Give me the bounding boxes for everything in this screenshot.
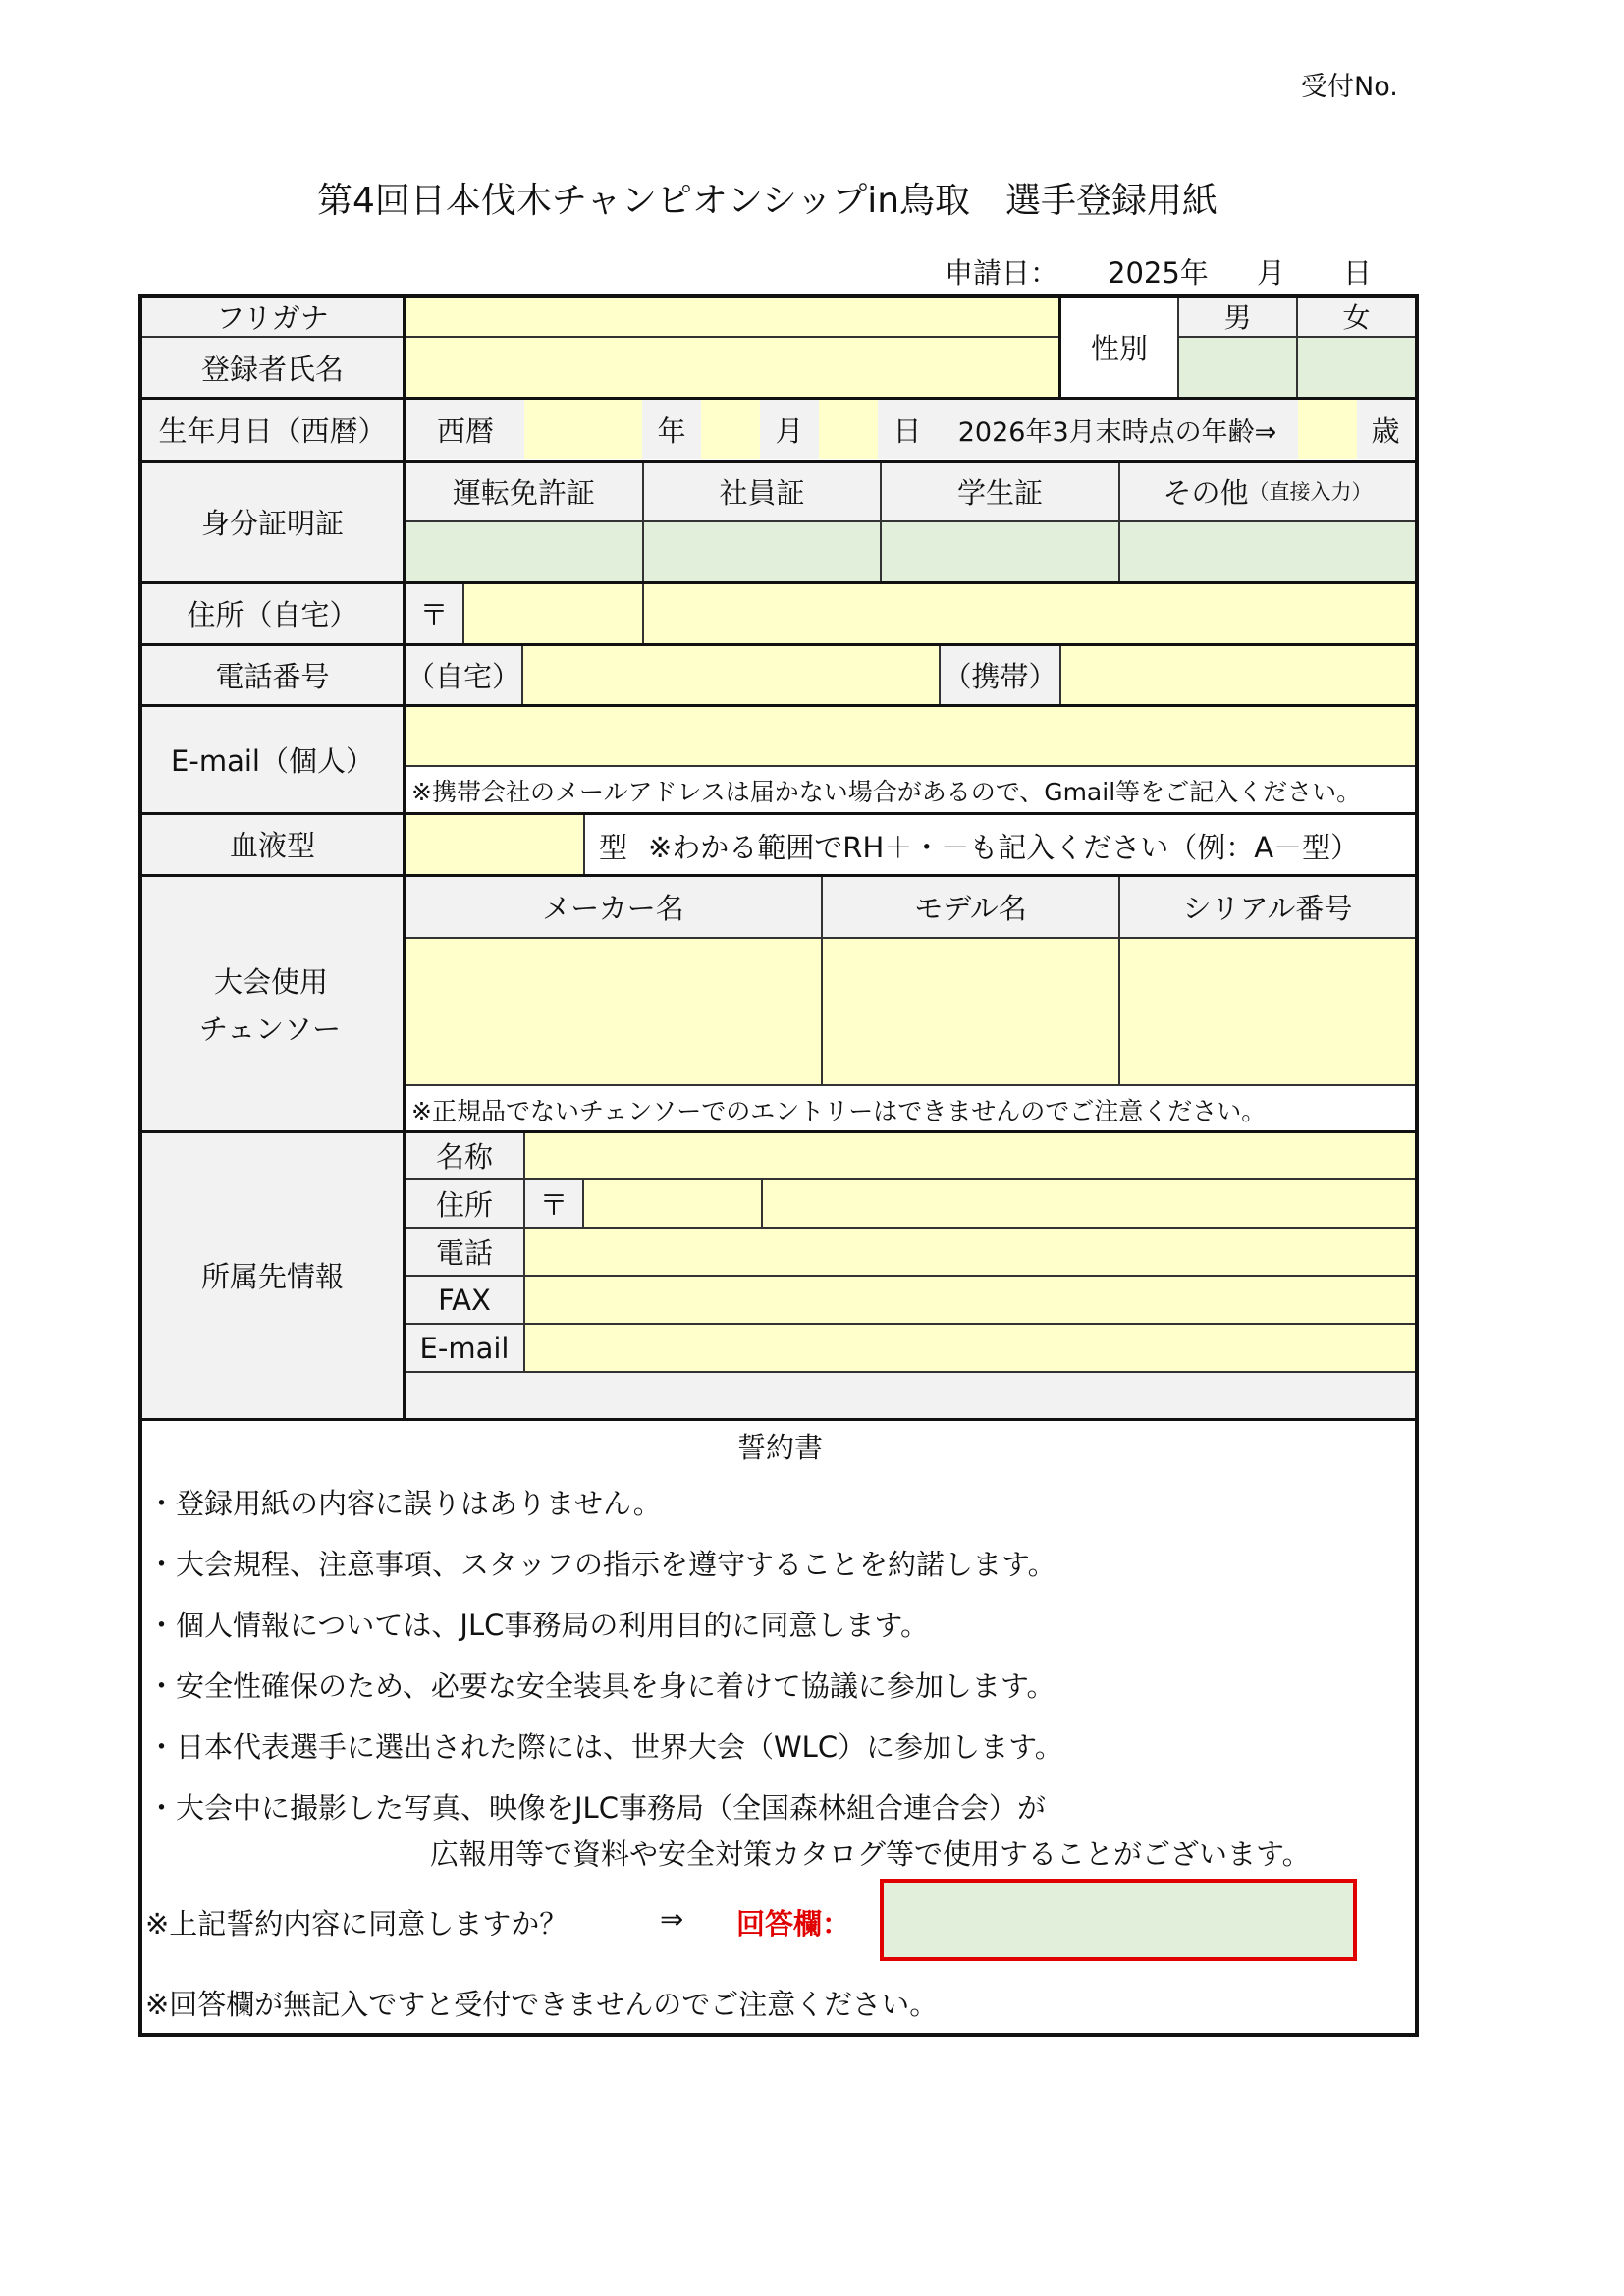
pledge-item: ・日本代表選手に選出された際には、世界大会（WLC）に参加します。 (147, 1730, 1063, 1764)
apply-date-label: 申請日： (945, 256, 1059, 290)
phone-mobile-label: （携帯） (940, 644, 1060, 705)
row-divider (138, 643, 1419, 646)
age-input[interactable] (1298, 400, 1357, 459)
receipt-no-label: 受付No. (1301, 72, 1398, 102)
affiliation-postal-input[interactable] (583, 1179, 762, 1228)
row-divider (138, 704, 1419, 707)
affiliation-address-input[interactable] (762, 1179, 1416, 1228)
chainsaw-model-header: モデル名 (822, 875, 1119, 938)
birth-year-input[interactable] (524, 400, 642, 459)
row-divider (138, 1130, 1419, 1133)
affiliation-email-label: E-mail (405, 1324, 524, 1372)
chainsaw-maker-header: メーカー名 (405, 875, 822, 938)
gender-label: 性別 (1060, 296, 1178, 398)
email-note: ※携帯会社のメールアドレスは届かない場合があるので、Gmail等をご記入ください。 (405, 766, 1416, 813)
apply-date-year: 2025年 (1108, 256, 1209, 290)
answer-input[interactable] (880, 1879, 1357, 1961)
id-proof-label: 身分証明証 (140, 461, 405, 582)
pledge-title: 誓約書 (737, 1431, 824, 1464)
affiliation-phone-label: 電話 (405, 1228, 524, 1276)
blood-note-cell (584, 813, 1416, 875)
pledge-divider (138, 1418, 1419, 1421)
id-option-employee: 社員証 (643, 461, 881, 521)
pledge-item: ・個人情報については、JLC事務局の利用目的に同意します。 (147, 1609, 930, 1642)
name-input[interactable] (405, 337, 1060, 398)
affiliation-name-input[interactable] (524, 1131, 1416, 1179)
affiliation-name-label: 名称 (405, 1131, 524, 1179)
pledge-item: ・大会規程、注意事項、スタッフの指示を遵守することを約諾します。 (147, 1548, 1056, 1581)
id-license-checkbox[interactable] (405, 521, 643, 582)
row-divider (138, 812, 1419, 815)
birth-month-unit: 月 (760, 400, 819, 459)
id-option-license: 運転免許証 (405, 461, 643, 521)
arrow-icon: ⇒ (660, 1902, 684, 1936)
affiliation-fax-input[interactable] (524, 1276, 1416, 1324)
birth-month-input[interactable] (701, 400, 760, 459)
affiliation-postal-mark: 〒 (524, 1179, 583, 1228)
pledge-item: ・登録用紙の内容に誤りはありません。 (147, 1487, 662, 1520)
postal-mark: 〒 (405, 582, 463, 644)
age-unit: 歳 (1357, 400, 1414, 459)
outer-border-bottom (138, 2033, 1419, 2037)
pledge-item: ・安全性確保のため、必要な安全装具を身に着けて協議に参加します。 (147, 1669, 1056, 1703)
phone-home-label: （自宅） (405, 644, 522, 705)
affiliation-address-label: 住所 (405, 1179, 524, 1228)
apply-date-day: 日 (1343, 256, 1373, 290)
outer-border-left (138, 294, 142, 2037)
birth-day-input[interactable] (819, 400, 878, 459)
email-input[interactable] (405, 705, 1416, 766)
gender-divider (1058, 294, 1061, 399)
pledge-continuation: 広報用等で資料や安全対策カタログ等で使用することがございます。 (430, 1837, 1311, 1871)
seireki-label: 西暦 (406, 400, 524, 459)
chainsaw-label: 大会使用 チェンソー (140, 875, 405, 1131)
birth-year-unit: 年 (642, 400, 701, 459)
id-student-checkbox[interactable] (881, 521, 1119, 582)
id-employee-checkbox[interactable] (643, 521, 881, 582)
answer-label: 回答欄： (736, 1907, 851, 1941)
label-column-divider (403, 294, 406, 1420)
address-postal-input[interactable] (463, 582, 643, 644)
outer-border-top (138, 294, 1419, 298)
phone-mobile-input[interactable] (1060, 644, 1416, 705)
page-title: 第4回日本伐木チャンピオンシップin鳥取 選手登録用紙 (317, 181, 1218, 221)
id-option-student: 学生証 (881, 461, 1119, 521)
chainsaw-maker-input[interactable] (405, 938, 822, 1085)
birth-label: 生年月日（西暦） (140, 398, 405, 461)
chainsaw-serial-input[interactable] (1119, 938, 1416, 1085)
row-divider (138, 874, 1419, 877)
blood-label: 血液型 (140, 813, 405, 875)
furigana-input[interactable] (405, 296, 1060, 337)
name-label: 登録者氏名 (140, 337, 405, 398)
affiliation-label: 所属先情報 (140, 1131, 405, 1419)
chainsaw-serial-header: シリアル番号 (1119, 875, 1416, 938)
pledge-question: ※上記誓約内容に同意しますか？ (145, 1907, 568, 1941)
chainsaw-model-input[interactable] (822, 938, 1119, 1085)
gender-female-label: 女 (1297, 296, 1416, 337)
email-label: E-mail（個人） (140, 705, 405, 813)
row-divider (138, 397, 1419, 400)
id-other-input[interactable] (1119, 521, 1416, 582)
apply-date-month: 月 (1257, 256, 1286, 290)
chainsaw-note: ※正規品でないチェンソーでのエントリーはできませんのでご注意ください。 (405, 1085, 1416, 1131)
age-note: 2026年3月末時点の年齢⇒ (937, 400, 1298, 459)
gender-male-checkbox[interactable] (1178, 337, 1297, 398)
gender-male-label: 男 (1178, 296, 1297, 337)
outer-border-right (1415, 294, 1419, 2037)
furigana-label: フリガナ (140, 296, 405, 337)
affiliation-phone-input[interactable] (524, 1228, 1416, 1276)
phone-label: 電話番号 (140, 644, 405, 705)
blood-input[interactable] (405, 813, 584, 875)
affiliation-email-input[interactable] (524, 1324, 1416, 1372)
blood-unit: 型 (599, 831, 628, 864)
gender-female-checkbox[interactable] (1297, 337, 1416, 398)
row-divider (138, 460, 1419, 463)
affiliation-blank-row (405, 1372, 1416, 1419)
address-label: 住所（自宅） (140, 582, 405, 644)
pledge-footer: ※回答欄が無記入ですと受付できませんのでご注意ください。 (145, 1988, 939, 2021)
phone-home-input[interactable] (522, 644, 940, 705)
birth-day-unit: 日 (878, 400, 937, 459)
pledge-item: ・大会中に撮影した写真、映像をJLC事務局（全国森林組合連合会）が (147, 1791, 1046, 1825)
blood-note: ※わかる範囲でRH＋・－も記入ください（例：A－型） (648, 831, 1360, 864)
row-divider (138, 581, 1419, 584)
id-option-other: その他 （直接入力） (1119, 461, 1416, 521)
affiliation-fax-label: FAX (405, 1276, 524, 1324)
address-input[interactable] (643, 582, 1416, 644)
